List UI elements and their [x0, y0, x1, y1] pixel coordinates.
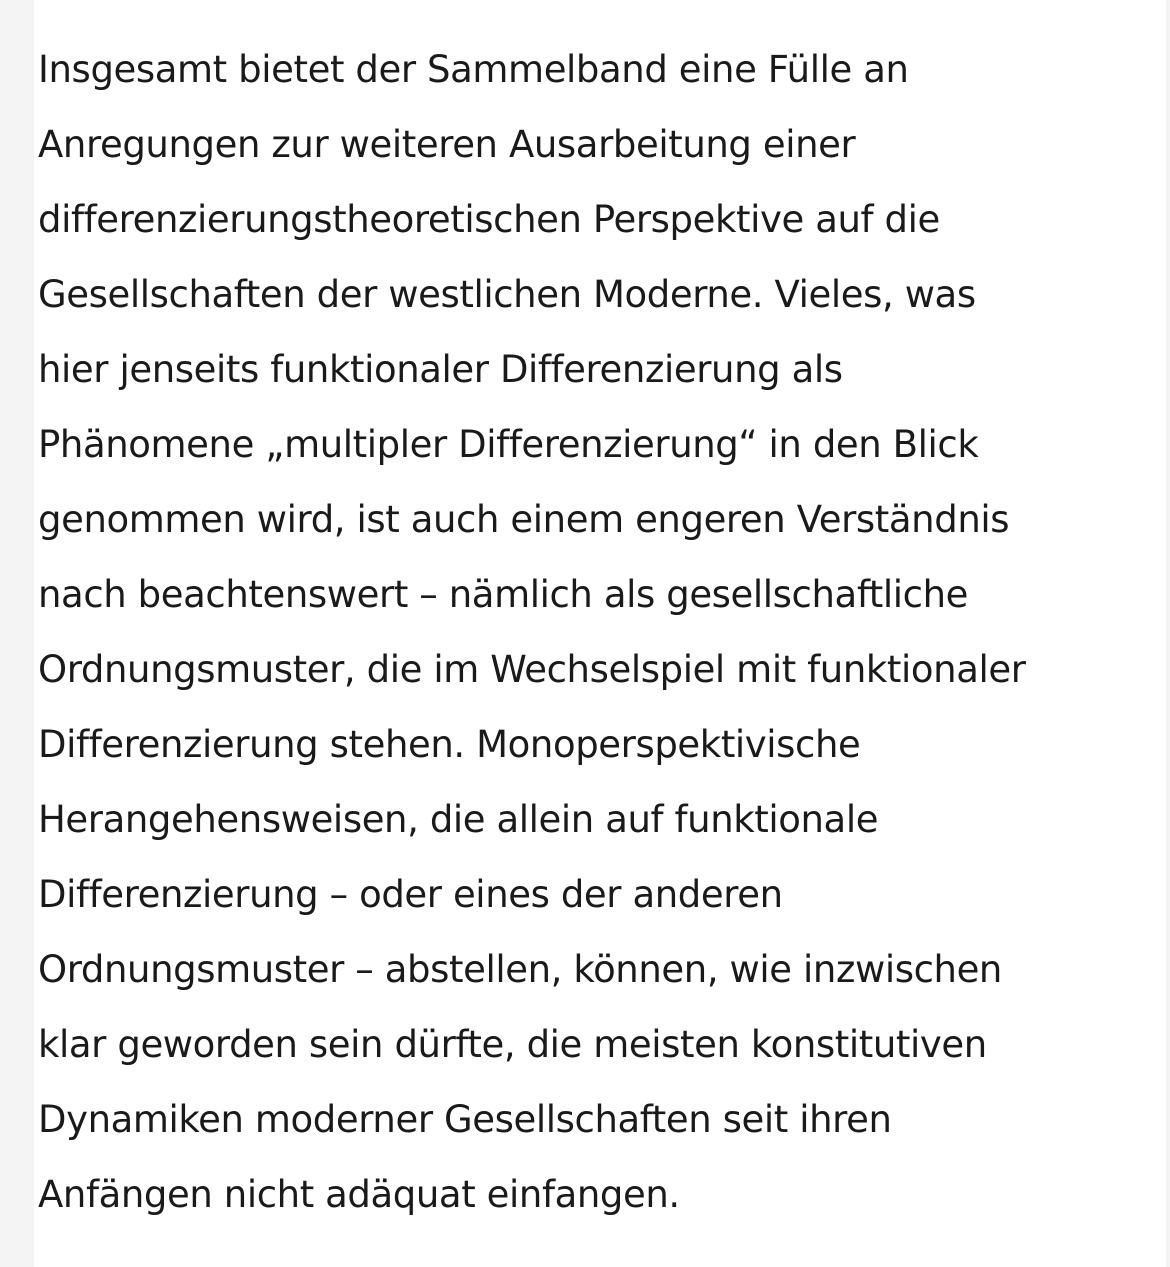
- page: [34, 0, 1166, 1267]
- paragraph-line: Phänomene „multipler Differenzierung“ in den Blick: [38, 423, 979, 466]
- paragraph-line: klar geworden sein dürfte, die meisten konstitutiven: [38, 1023, 987, 1066]
- paragraph-line: Herangehensweisen, die allein auf funktionale: [38, 798, 879, 841]
- paragraph-line: Differenzierung stehen. Monoperspektivische: [38, 723, 861, 766]
- paragraph-line: Ordnungsmuster – abstellen, können, wie inzwischen: [38, 948, 1002, 991]
- paragraph-line: differenzierungstheoretischen Perspektive auf die: [38, 198, 940, 241]
- paragraph-line: Ordnungsmuster, die im Wechselspiel mit funktionaler: [38, 648, 1026, 691]
- paragraph-line: Insgesamt bietet der Sammelband eine Fülle an: [38, 48, 909, 91]
- paragraph-line: hier jenseits funktionaler Differenzierung als: [38, 348, 843, 391]
- article-paragraph: [38, 32, 1158, 1232]
- paragraph-line: Dynamiken moderner Gesellschaften seit ihren: [38, 1098, 892, 1141]
- paragraph-line: nach beachtenswert – nämlich als gesellschaftliche: [38, 573, 969, 616]
- paragraph-line: Anregungen zur weiteren Ausarbeitung einer: [38, 123, 856, 166]
- paragraph-line: Anfängen nicht adäquat einfangen.: [38, 1173, 680, 1216]
- paragraph-line: genommen wird, ist auch einem engeren Verständnis: [38, 498, 1010, 541]
- paragraph-line: Differenzierung – oder eines der anderen: [38, 873, 783, 916]
- paragraph-line: Gesellschaften der westlichen Moderne. Vieles, was: [38, 273, 976, 316]
